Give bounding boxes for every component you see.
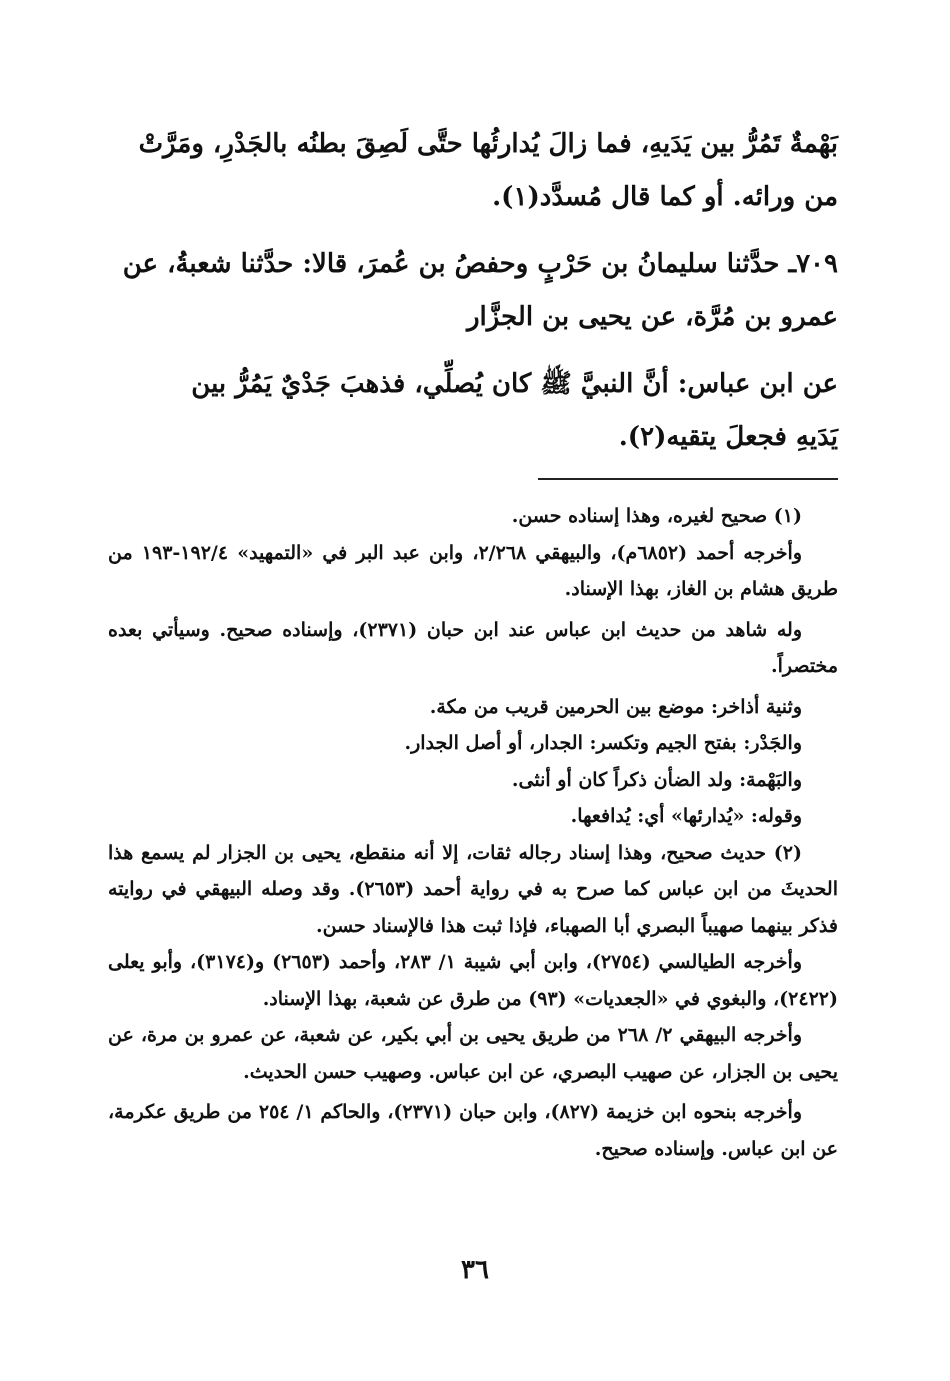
footnote: وقوله: «يُدارئها» أي: يُدافعها. [570,805,802,827]
main-line: من ورائه. أو كما قال مُسدَّد(١). [492,182,838,212]
main-line: عن ابن عباس: أنَّ النبيَّ ﷺ كان يُصلِّي، فذهبَ جَدْيٌ يَمُرُّ بين [191,369,838,399]
main-text [108,118,838,464]
footnote: وله شاهد من حديث ابن عباس عند ابن حبان (٢٣٧١)، وإسناده صحيح. وسيأتي بعده مختصراً. [108,618,838,677]
footnote: (٢) حديث صحيح، وهذا إسناد رجاله ثقات، إلا أنه منقطع، يحيى بن الجزار لم يسمع هذا الحديثَ من ابن عباس كما صرح به في رواية أحمد (٢٦٥٣). وقد وصله البيهقي في روايته فذكر بينهما صهيباً البصري أبا الصهباء، فإذا ثبت هذا فالإسناد حسن. [108,841,838,937]
footnote: وأخرجه البيهقي ٢/ ٢٦٨ من طريق يحيى بن أبي بكير، عن شعبة، عن عمرو بن مرة، عن يحيى بن الجزار، عن صهيب البصري، عن ابن عباس. وصهيب حسن الحديث. [108,1024,838,1083]
paragraph-continuation [108,118,838,224]
footnotes [108,498,838,1167]
footnote: وأخرجه الطيالسي (٢٧٥٤)، وابن أبي شيبة ١/ ٢٨٣، وأحمد (٢٦٥٣) و(٣١٧٤)، وأبو يعلى (٢٤٢٢)، والبغوي في «الجعديات» (٩٣) من طرق عن شعبة، بهذا الإسناد. [108,951,838,1010]
main-line: ٧٠٩ـ حدَّثنا سليمانُ بن حَرْبٍ وحفصُ بن عُمرَ، قالا: حدَّثنا شعبةُ، عن [122,249,838,279]
footnote: والجَدْر: بفتح الجيم وتكسر: الجدار، أو أصل الجدار. [404,732,802,754]
footnote: (١) صحيح لغيره، وهذا إسناده حسن. [511,505,802,527]
footnote: والبَهْمة: ولد الضأن ذكراً كان أو أنثى. [511,768,802,791]
paragraph-hadith [108,358,838,464]
main-line: عمرو بن مُرَّة، عن يحيى بن الجزَّار [467,302,838,332]
footnote: وثنية أذاخر: موضع بين الحرمين قريب من مكة. [429,695,802,718]
footnote-separator [538,478,838,480]
page-body [108,118,838,1167]
paragraph-isnad [108,238,838,344]
main-line: بَهْمةٌ تَمُرُّ بين يَدَيهِ، فما زالَ يُدارئُها حتَّى لَصِقَ بطنُه بالجَدْرِ، ومَرَّتْ [138,129,838,159]
footnote: وأخرجه أحمد (٦٨٥٢م)، والبيهقي ٢/٢٦٨، وابن عبد البر في «التمهيد» ١٩٢/٤-١٩٣ من طريق هشام بن الغاز، بهذا الإسناد. [108,541,838,600]
footnote: وأخرجه بنحوه ابن خزيمة (٨٢٧)، وابن حبان (٢٣٧١)، والحاكم ١/ ٢٥٤ من طريق عكرمة، عن ابن عباس. وإسناده صحيح. [108,1101,838,1160]
page-number: ٣٦ [461,1255,489,1285]
main-line: يَدَيهِ فجعلَ يتقيه(٢). [618,422,838,452]
